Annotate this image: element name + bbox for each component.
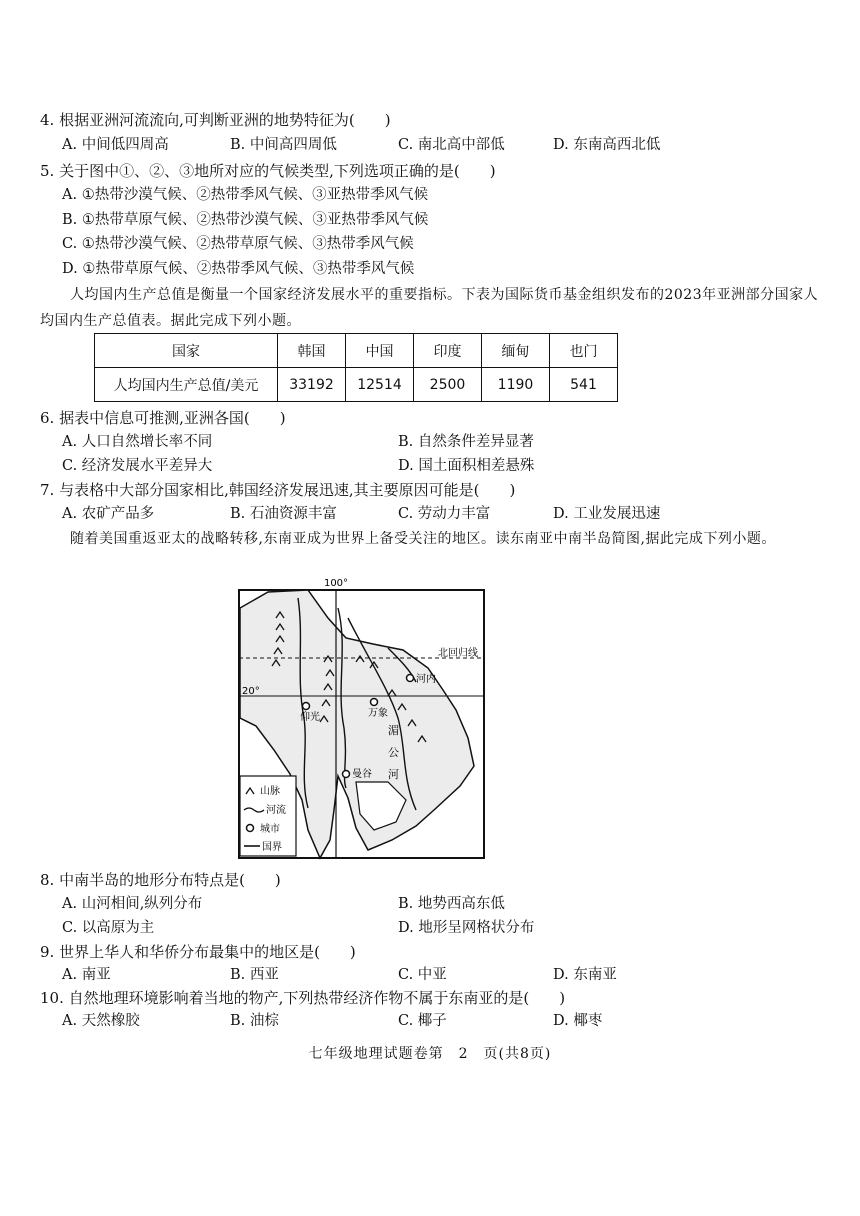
table-cell-country: 印度 <box>414 334 482 368</box>
mekong-label <box>388 724 399 781</box>
city-label: 仰光 <box>300 712 320 723</box>
tropic-label: 北回归线 <box>438 648 478 659</box>
q7-option-c: C. 劳动力丰富 <box>398 506 491 522</box>
table-cell-value: 12514 <box>346 368 414 402</box>
legend-label: 城市 <box>260 824 280 835</box>
q4-option-a: A. 中间低四周高 <box>62 137 169 153</box>
question-8-stem: 8. 中南半岛的地形分布特点是( ) <box>40 871 281 889</box>
q7-option-b: B. 石油资源丰富 <box>230 506 337 522</box>
q8-option-d: D. 地形呈网格状分布 <box>398 920 535 936</box>
table-cell-value: 33192 <box>278 368 346 402</box>
table-cell-country: 缅甸 <box>482 334 550 368</box>
river-label-char: 公 <box>388 746 399 759</box>
city-marker <box>371 699 378 706</box>
city-marker <box>303 703 310 710</box>
city-label: 河内 <box>416 674 436 685</box>
q8-option-a: A. 山河相间,纵列分布 <box>62 896 203 912</box>
indochina-map <box>238 578 486 860</box>
city-legend-icon <box>247 825 254 832</box>
table-cell-value: 2500 <box>414 368 482 402</box>
q9-option-c: C. 中亚 <box>398 967 447 983</box>
q7-option-a: A. 农矿产品多 <box>62 506 155 522</box>
river-label-char: 湄 <box>388 724 399 737</box>
table-header-country: 国家 <box>95 334 278 368</box>
question-6-stem: 6. 据表中信息可推测,亚洲各国( ) <box>40 409 286 427</box>
page-footer: 七年级地理试题卷第 2 页(共8页) <box>308 1046 552 1062</box>
q6-option-c: C. 经济发展水平差异大 <box>62 458 213 474</box>
table-row <box>95 334 618 368</box>
q4-option-b: B. 中间高四周低 <box>230 137 337 153</box>
q9-option-d: D. 东南亚 <box>553 967 617 983</box>
q8-option-b: B. 地势西高东低 <box>398 896 505 912</box>
question-7-stem: 7. 与表格中大部分国家相比,韩国经济发展迅速,其主要原因可能是( ) <box>40 481 516 499</box>
q6-option-b: B. 自然条件差异显著 <box>398 434 534 450</box>
table-cell-value: 1190 <box>482 368 550 402</box>
legend-label: 山脉 <box>260 786 280 797</box>
q5-option-b: B. ①热带草原气候、②热带沙漠气候、③亚热带季风气候 <box>62 212 429 228</box>
q4-option-d: D. 东南高西北低 <box>553 137 661 153</box>
question-10-stem: 10. 自然地理环境影响着当地的物产,下列热带经济作物不属于东南亚的是( ) <box>40 989 566 1007</box>
city-label: 曼谷 <box>352 769 372 780</box>
table-row <box>95 368 618 402</box>
q4-option-c: C. 南北高中部低 <box>398 137 505 153</box>
q9-option-b: B. 西亚 <box>230 967 279 983</box>
table-cell-country: 韩国 <box>278 334 346 368</box>
q5-option-d: D. ①热带草原气候、②热带季风气候、③热带季风气候 <box>62 261 415 277</box>
river-label-char: 河 <box>388 768 399 781</box>
q9-option-a: A. 南亚 <box>62 967 111 983</box>
q7-option-d: D. 工业发展迅速 <box>553 506 661 522</box>
q6-option-d: D. 国土面积相差悬殊 <box>398 458 535 474</box>
city-marker <box>407 675 414 682</box>
q8-option-c: C. 以高原为主 <box>62 920 155 936</box>
q10-option-b: B. 油棕 <box>230 1013 279 1029</box>
q5-option-c: C. ①热带沙漠气候、②热带草原气候、③热带季风气候 <box>62 236 414 252</box>
legend-label: 国界 <box>262 842 282 853</box>
longitude-label: 100° <box>323 578 349 589</box>
table-header-gdp: 人均国内生产总值/美元 <box>95 368 278 402</box>
city-marker <box>343 771 350 778</box>
gdp-table <box>94 333 618 402</box>
q5-option-a: A. ①热带沙漠气候、②热带季风气候、③亚热带季风气候 <box>62 187 429 203</box>
table-cell-country: 也门 <box>550 334 618 368</box>
city-label: 万象 <box>368 708 388 719</box>
q10-option-c: C. 椰子 <box>398 1013 447 1029</box>
question-4-stem: 4. 根据亚洲河流流向,可判断亚洲的地势特征为( ) <box>40 111 391 129</box>
table-cell-value: 541 <box>550 368 618 402</box>
latitude-label: 20° <box>242 686 260 697</box>
map-legend <box>240 776 296 856</box>
q10-option-d: D. 椰枣 <box>553 1013 603 1029</box>
question-9-stem: 9. 世界上华人和华侨分布最集中的地区是( ) <box>40 943 356 961</box>
sea-passage: 随着美国重返亚太的战略转移,东南亚成为世界上备受关注的地区。读东南亚中南半岛简图,据此完成下列小题。 <box>70 531 776 547</box>
table-cell-country: 中国 <box>346 334 414 368</box>
q6-option-a: A. 人口自然增长率不同 <box>62 434 213 450</box>
legend-label: 河流 <box>266 805 286 816</box>
question-5-stem: 5. 关于图中①、②、③地所对应的气候类型,下列选项正确的是( ) <box>40 162 496 180</box>
q10-option-a: A. 天然橡胶 <box>62 1013 140 1029</box>
gdp-passage: 人均国内生产总值是衡量一个国家经济发展水平的重要指标。下表为国际货币基金组织发布的2023年亚洲部分国家人均国内生产总值表。据此完成下列小题。 <box>40 287 819 329</box>
